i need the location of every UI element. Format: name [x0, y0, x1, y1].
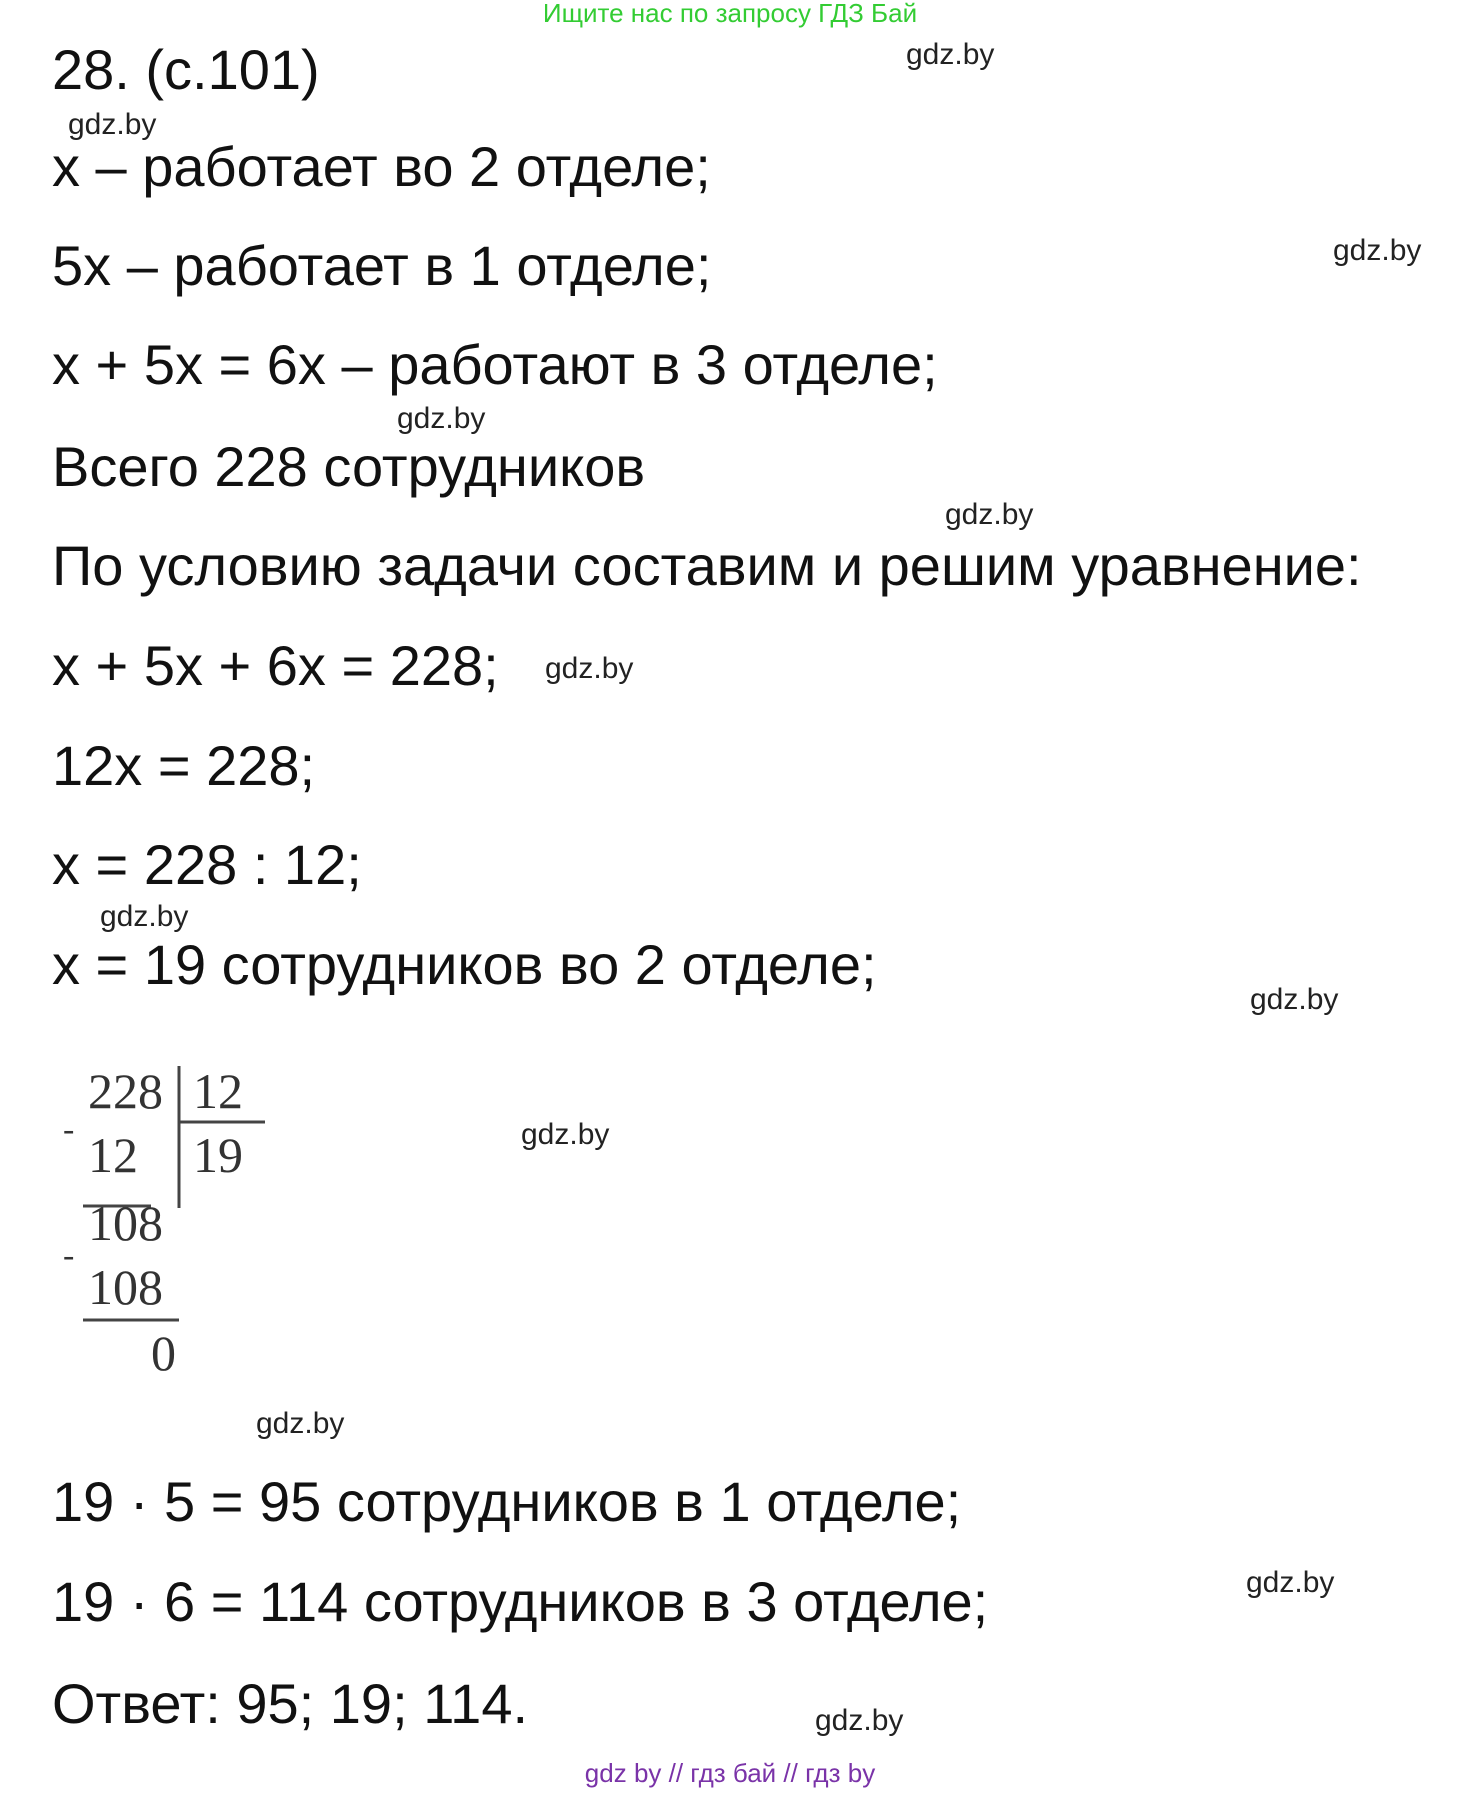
equation-line-2: 12x = 228;: [52, 734, 316, 797]
division-minus-1: -: [63, 1111, 75, 1148]
watermark: gdz.by: [906, 38, 995, 71]
division-divisor: 12: [193, 1063, 243, 1119]
equation-line-1: x + 5x + 6x = 228;: [52, 634, 499, 697]
solution-line-5: По условию задачи составим и решим уравнение:: [52, 534, 1362, 597]
watermark: gdz.by: [815, 1704, 904, 1737]
solution-line-4: Всего 228 сотрудников: [52, 435, 646, 498]
task-number: 28. (с.101): [52, 38, 320, 101]
equation-line-3: x = 228 : 12;: [52, 833, 362, 896]
answer-line: Ответ: 95; 19; 114.: [52, 1672, 529, 1735]
long-division: [55, 1060, 295, 1400]
watermark: gdz.by: [1250, 983, 1339, 1016]
result-line-2: 19 · 6 = 114 сотрудников в 3 отделе;: [52, 1570, 989, 1633]
result-line-1: 19 · 5 = 95 сотрудников в 1 отделе;: [52, 1470, 962, 1533]
watermark: gdz.by: [945, 498, 1034, 531]
watermark: gdz.by: [68, 108, 157, 141]
division-subtract-2: 108: [88, 1259, 163, 1315]
division-quotient: 19: [193, 1127, 243, 1183]
watermark: gdz.by: [1246, 1566, 1335, 1599]
search-hint-banner[interactable]: Ищите нас по запросу ГДЗ Бай: [542, 0, 918, 28]
watermark: gdz.by: [521, 1118, 610, 1151]
watermark: gdz.by: [1333, 234, 1422, 267]
solution-line-3: x + 5x = 6x – работают в 3 отделе;: [52, 333, 938, 396]
watermark: gdz.by: [545, 652, 634, 685]
equation-line-4: x = 19 сотрудников во 2 отделе;: [52, 933, 877, 996]
footer-links[interactable]: gdz by // гдз бай // гдз by: [584, 1758, 876, 1788]
division-dividend: 228: [88, 1063, 163, 1119]
solution-line-1: x – работает во 2 отделе;: [52, 135, 711, 198]
division-remainder-1: 108: [88, 1195, 163, 1251]
watermark: gdz.by: [397, 402, 486, 435]
solution-line-2: 5x – работает в 1 отделе;: [52, 234, 712, 297]
watermark: gdz.by: [256, 1407, 345, 1440]
division-minus-2: -: [63, 1237, 75, 1274]
division-final-remainder: 0: [151, 1325, 176, 1381]
division-subtract-1: 12: [88, 1127, 138, 1183]
watermark: gdz.by: [100, 900, 189, 933]
